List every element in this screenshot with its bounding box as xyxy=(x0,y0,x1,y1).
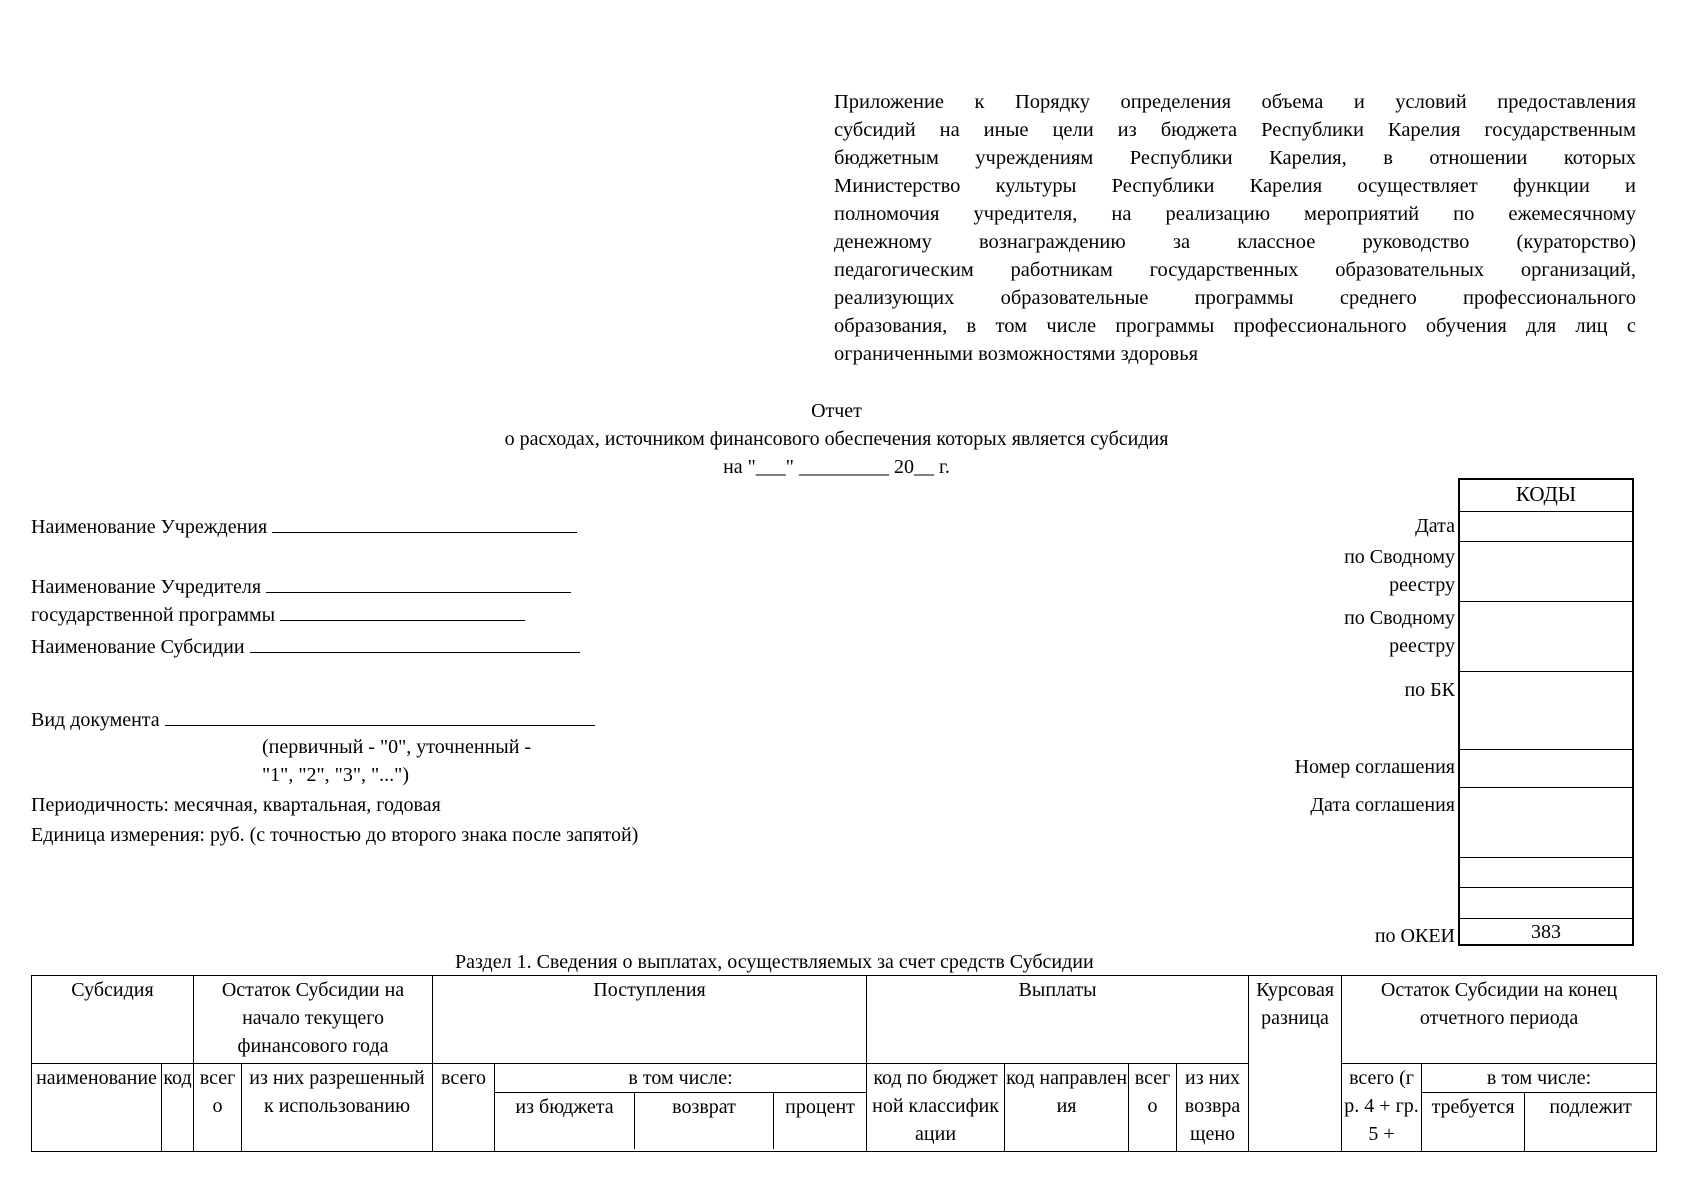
program-input-line[interactable] xyxy=(280,600,525,621)
col-code: код xyxy=(162,1064,194,1152)
doc-type-input-line[interactable] xyxy=(165,705,595,726)
founder-input-line[interactable] xyxy=(266,572,571,593)
appendix-line: Министерство культуры Республики Карелия осуществляет функции и xyxy=(834,175,1636,197)
col-refund: возврат xyxy=(635,1093,774,1149)
report-title: Отчет xyxy=(811,400,862,422)
doc-type-hint: "1", "2", "3", "...") xyxy=(262,764,409,786)
col-subject-to: подлежит xyxy=(1549,1096,1632,1118)
appendix-line: реализующих образовательные программы среднего профессионального xyxy=(834,287,1636,309)
code-cell-svod2[interactable] xyxy=(1460,602,1632,672)
date-code-label: Дата xyxy=(1415,515,1455,537)
col-payments: Выплаты xyxy=(867,976,1249,1064)
appendix-line: субсидий на иные цели из бюджета Республики Карелия государственным xyxy=(834,119,1636,141)
report-subtitle: о расходах, источником финансового обеспечения которых является субсидия xyxy=(504,428,1169,450)
unit-text: Единица измерения: руб. (с точностью до второго знака после запятой) xyxy=(31,824,639,846)
subsidy-label: Наименование Субсидии xyxy=(31,636,245,658)
code-cell-bk[interactable] xyxy=(1460,672,1632,750)
payments-table xyxy=(31,975,1657,1152)
col-name: наименование xyxy=(32,1064,162,1152)
col-direction-code: код направления xyxy=(1005,1064,1129,1152)
periodicity-text: Периодичность: месячная, квартальная, годовая xyxy=(31,794,441,816)
codes-box xyxy=(1458,478,1634,946)
incl-subcols xyxy=(1422,1092,1656,1151)
subsidy-field xyxy=(31,632,580,661)
col-receipts-total: всего xyxy=(433,1064,495,1152)
program-field xyxy=(31,600,525,629)
codes-header-cell xyxy=(1460,480,1632,512)
subsidy-input-line[interactable] xyxy=(250,632,580,653)
incl-subcols xyxy=(495,1093,866,1149)
col-allowed: из них разрешенный к использованию xyxy=(242,1064,433,1152)
col-receipts: Поступления xyxy=(433,976,867,1064)
svod-registry-label: по Сводному xyxy=(1344,607,1455,629)
incl-label: в том числе: xyxy=(495,1064,866,1093)
program-label: государственной программы xyxy=(31,604,276,626)
col-end-incl xyxy=(1422,1064,1657,1152)
institution-field xyxy=(31,512,577,541)
col-payments-total: всего xyxy=(1129,1064,1177,1152)
code-cell-agreement-date[interactable] xyxy=(1460,788,1632,858)
appendix-line: полномочия учредителя, на реализацию мероприятий по ежемесячному xyxy=(834,203,1636,225)
institution-input-line[interactable] xyxy=(272,512,577,533)
okei-value: 383 xyxy=(1531,921,1561,943)
agreement-number-label: Номер соглашения xyxy=(1294,756,1455,778)
col-end-total: всего (гр. 4 + гр. 5 + xyxy=(1342,1064,1422,1152)
table-subheader-row xyxy=(32,1064,1657,1152)
col-returned: из них возвращено xyxy=(1177,1064,1249,1152)
appendix-line: бюджетным учреждениям Республики Карелия, в отношении которых xyxy=(834,147,1636,169)
institution-label: Наименование Учреждения xyxy=(31,516,268,538)
code-cell-empty[interactable] xyxy=(1460,858,1632,888)
bk-code-label: по БК xyxy=(1404,679,1455,701)
col-from-budget: из бюджета xyxy=(495,1093,635,1149)
col-bk-code: код по бюджетной классификации xyxy=(867,1064,1005,1152)
code-cell-empty[interactable] xyxy=(1460,888,1632,919)
appendix-line: денежному вознаграждению за классное руководство (кураторство) xyxy=(834,231,1636,253)
doc-type-field xyxy=(31,705,595,734)
doc-type-hint: (первичный - "0", уточненный - xyxy=(262,736,532,758)
report-date-line: на "___" _________ 20__ г. xyxy=(723,456,950,478)
col-balance-end: Остаток Субсидии на конец отчетного периода xyxy=(1342,976,1657,1064)
col-required: требуется xyxy=(1422,1093,1525,1151)
col-fx-diff: Курсовая разница xyxy=(1249,976,1342,1152)
codes-header: КОДЫ xyxy=(1515,482,1577,506)
code-cell-date[interactable] xyxy=(1460,512,1632,542)
code-cell-okei xyxy=(1460,919,1632,946)
doc-type-label: Вид документа xyxy=(31,709,160,731)
col-balance-start: Остаток Субсидии на начало текущего финансового года xyxy=(194,976,433,1064)
code-cell-svod1[interactable] xyxy=(1460,542,1632,602)
appendix-line: Приложение к Порядку определения объема и условий предоставления xyxy=(834,91,1636,113)
col-total: всего xyxy=(194,1064,242,1152)
okei-label: по ОКЕИ xyxy=(1374,925,1455,947)
col-subsidy: Субсидия xyxy=(32,976,194,1064)
svod-registry-label: реестру xyxy=(1389,574,1455,596)
founder-field xyxy=(31,572,571,601)
appendix-note xyxy=(834,88,1636,368)
appendix-line: педагогическим работникам государственных образовательных организаций, xyxy=(834,259,1636,281)
section1-title: Раздел 1. Сведения о выплатах, осуществляемых за счет средств Субсидии xyxy=(455,951,1094,973)
founder-label: Наименование Учредителя xyxy=(31,576,262,598)
col-receipts-incl xyxy=(495,1064,867,1152)
svod-registry-label: по Сводному xyxy=(1344,546,1455,568)
col-percent: процент xyxy=(785,1096,855,1118)
code-cell-agreement-number[interactable] xyxy=(1460,750,1632,788)
agreement-date-label: Дата соглашения xyxy=(1310,794,1455,816)
appendix-line: ограниченными возможностями здоровья xyxy=(834,343,1198,365)
table-header-row xyxy=(32,976,1657,1064)
appendix-line: образования, в том числе программы профессионального обучения для лиц с xyxy=(834,315,1636,337)
incl-label: в том числе: xyxy=(1486,1067,1592,1089)
svod-registry-label: реестру xyxy=(1389,635,1455,657)
